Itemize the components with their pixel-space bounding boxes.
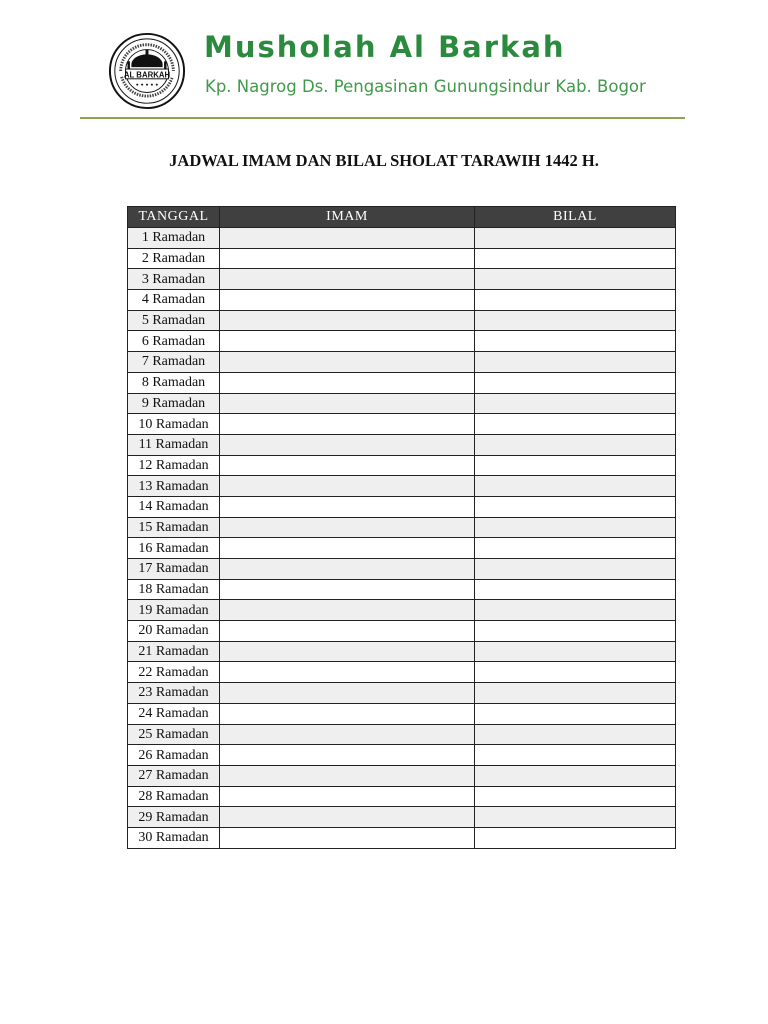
date-cell: 16 Ramadan [128,538,220,559]
date-cell: 5 Ramadan [128,310,220,331]
table-row [128,517,676,538]
column-header-imam: IMAM [220,207,475,228]
date-cell: 30 Ramadan [128,827,220,848]
org-address: Kp. Nagrog Ds. Pengasinan Gunungsindur Kab. Bogor [205,77,646,96]
bilal-cell[interactable] [475,331,676,352]
imam-cell[interactable] [220,455,475,476]
date-cell: 1 Ramadan [128,228,220,249]
bilal-cell[interactable] [475,786,676,807]
imam-cell[interactable] [220,372,475,393]
bilal-cell[interactable] [475,228,676,249]
imam-cell[interactable] [220,538,475,559]
bilal-cell[interactable] [475,827,676,848]
table-row [128,807,676,828]
date-cell: 25 Ramadan [128,724,220,745]
date-cell: 22 Ramadan [128,662,220,683]
date-cell: 20 Ramadan [128,621,220,642]
table-row [128,331,676,352]
imam-cell[interactable] [220,807,475,828]
schedule-body [128,228,676,849]
bilal-cell[interactable] [475,683,676,704]
bilal-cell[interactable] [475,434,676,455]
table-row [128,683,676,704]
bilal-cell[interactable] [475,310,676,331]
imam-cell[interactable] [220,310,475,331]
table-row [128,621,676,642]
bilal-cell[interactable] [475,538,676,559]
bilal-cell[interactable] [475,269,676,290]
table-row [128,662,676,683]
imam-cell[interactable] [220,724,475,745]
table-row [128,248,676,269]
date-cell: 7 Ramadan [128,352,220,373]
date-cell: 18 Ramadan [128,579,220,600]
imam-cell[interactable] [220,496,475,517]
table-row [128,228,676,249]
table-row [128,600,676,621]
date-cell: 12 Ramadan [128,455,220,476]
imam-cell[interactable] [220,476,475,497]
table-row [128,414,676,435]
bilal-cell[interactable] [475,352,676,373]
date-cell: 21 Ramadan [128,641,220,662]
bilal-cell[interactable] [475,476,676,497]
table-row [128,827,676,848]
date-cell: 19 Ramadan [128,600,220,621]
table-row [128,434,676,455]
bilal-cell[interactable] [475,724,676,745]
imam-cell[interactable] [220,579,475,600]
header-divider [80,117,685,119]
table-row [128,579,676,600]
table-row [128,745,676,766]
date-cell: 17 Ramadan [128,559,220,580]
table-row [128,393,676,414]
imam-cell[interactable] [220,290,475,311]
date-cell: 9 Ramadan [128,393,220,414]
schedule-table [127,206,676,849]
bilal-cell[interactable] [475,455,676,476]
date-cell: 29 Ramadan [128,807,220,828]
date-cell: 23 Ramadan [128,683,220,704]
bilal-cell[interactable] [475,662,676,683]
imam-cell[interactable] [220,641,475,662]
imam-cell[interactable] [220,765,475,786]
imam-cell[interactable] [220,600,475,621]
table-row [128,476,676,497]
table-row [128,269,676,290]
bilal-cell[interactable] [475,517,676,538]
table-row [128,765,676,786]
imam-cell[interactable] [220,434,475,455]
bilal-cell[interactable] [475,393,676,414]
date-cell: 24 Ramadan [128,703,220,724]
bilal-cell[interactable] [475,745,676,766]
table-row [128,310,676,331]
date-cell: 11 Ramadan [128,434,220,455]
table-row [128,724,676,745]
imam-cell[interactable] [220,414,475,435]
table-row [128,538,676,559]
imam-cell[interactable] [220,393,475,414]
date-cell: 10 Ramadan [128,414,220,435]
date-cell: 28 Ramadan [128,786,220,807]
imam-cell[interactable] [220,331,475,352]
bilal-cell[interactable] [475,248,676,269]
date-cell: 26 Ramadan [128,745,220,766]
imam-cell[interactable] [220,559,475,580]
bilal-cell[interactable] [475,600,676,621]
imam-cell[interactable] [220,786,475,807]
table-row [128,703,676,724]
imam-cell[interactable] [220,517,475,538]
bilal-cell[interactable] [475,579,676,600]
table-row [128,352,676,373]
org-name: Musholah Al Barkah [204,30,566,64]
table-row [128,559,676,580]
column-header-bilal: BILAL [475,207,676,228]
date-cell: 2 Ramadan [128,248,220,269]
bilal-cell[interactable] [475,765,676,786]
date-cell: 6 Ramadan [128,331,220,352]
bilal-cell[interactable] [475,641,676,662]
imam-cell[interactable] [220,662,475,683]
table-row [128,641,676,662]
imam-cell[interactable] [220,228,475,249]
document-title: JADWAL IMAM DAN BILAL SHOLAT TARAWIH 1442 H. [169,151,599,170]
date-cell: 3 Ramadan [128,269,220,290]
table-row [128,496,676,517]
letterhead [0,0,768,122]
table-row [128,786,676,807]
bilal-cell[interactable] [475,621,676,642]
date-cell: 13 Ramadan [128,476,220,497]
bilal-cell[interactable] [475,414,676,435]
date-cell: 27 Ramadan [128,765,220,786]
imam-cell[interactable] [220,621,475,642]
imam-cell[interactable] [220,352,475,373]
bilal-cell[interactable] [475,496,676,517]
date-cell: 4 Ramadan [128,290,220,311]
logo-text: AL BARKAH [123,70,171,80]
table-row [128,290,676,311]
bilal-cell[interactable] [475,290,676,311]
imam-cell[interactable] [220,827,475,848]
table-row [128,372,676,393]
mosque-logo-icon [108,32,186,110]
imam-cell[interactable] [220,745,475,766]
table-header-row [128,207,676,228]
imam-cell[interactable] [220,703,475,724]
date-cell: 15 Ramadan [128,517,220,538]
bilal-cell[interactable] [475,559,676,580]
bilal-cell[interactable] [475,703,676,724]
imam-cell[interactable] [220,269,475,290]
column-header-tanggal: TANGGAL [128,207,220,228]
imam-cell[interactable] [220,683,475,704]
table-row [128,455,676,476]
date-cell: 8 Ramadan [128,372,220,393]
imam-cell[interactable] [220,248,475,269]
bilal-cell[interactable] [475,372,676,393]
date-cell: 14 Ramadan [128,496,220,517]
bilal-cell[interactable] [475,807,676,828]
